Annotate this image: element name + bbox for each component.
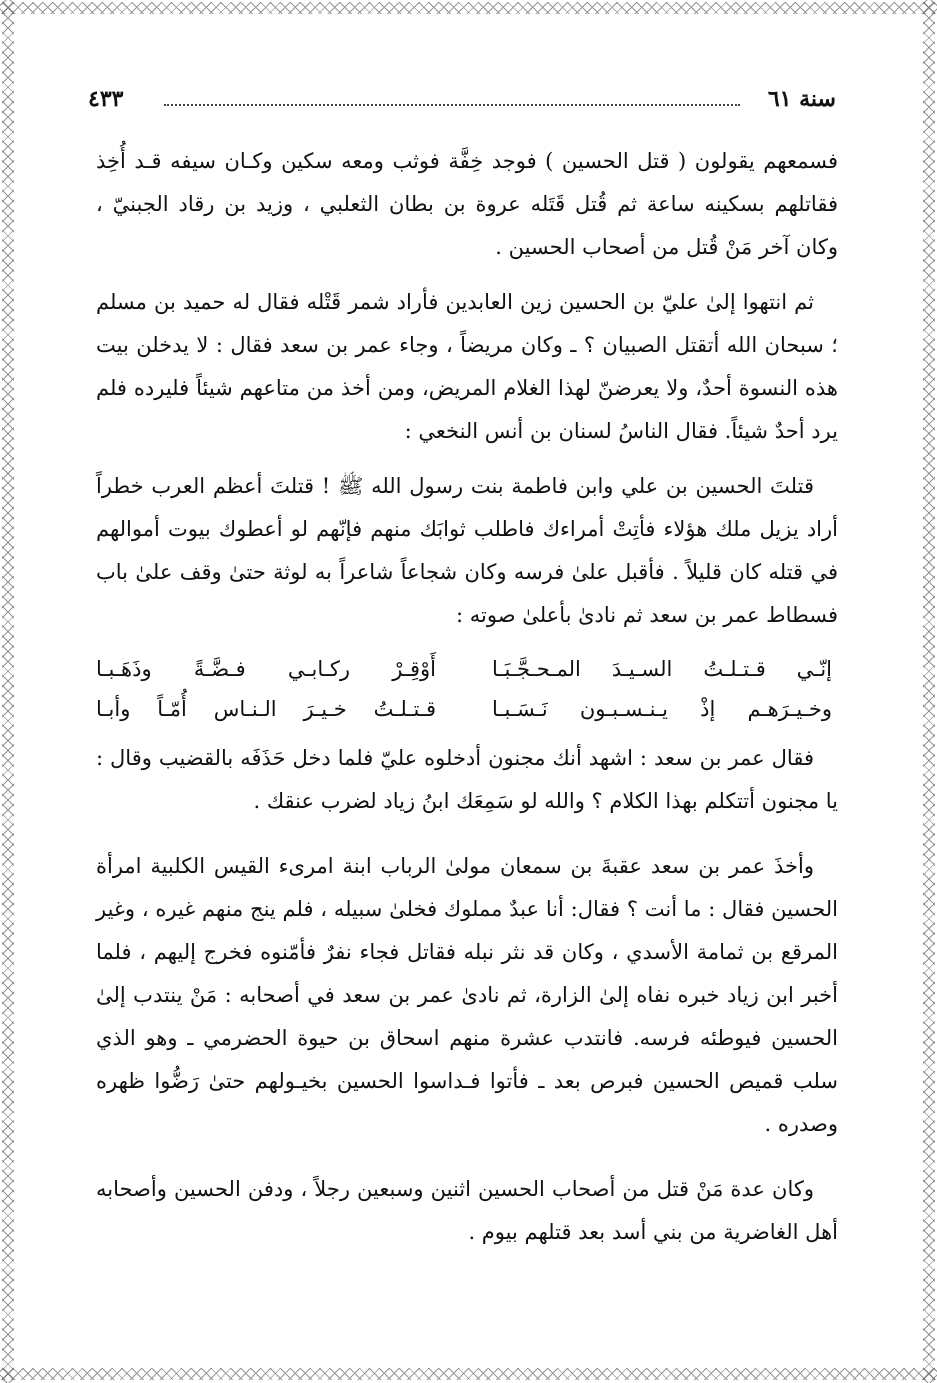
verse-line-2-first-hemistich: وخـيـرَهـم إذْ يـنـسـبـون نَـسَـبـا xyxy=(492,697,832,721)
paragraph-1: فسمعهم يقولون ( قتل الحسين ) فوجد خِفَّة فوثب ومعه سكين وكـان سيفه قـد أُخِذ فقاتلهم بسكينه ساعة ثم قُتل قَتَله عروة بن بطان الثعلبي ، وزيد بن رقاد الجبنيّ ، وكان آخر مَنْ قُتل من أصحاب الحسين . xyxy=(96,149,838,259)
page-body xyxy=(96,140,838,1266)
header-dotted-rule xyxy=(164,104,740,106)
page-header xyxy=(88,86,836,122)
paragraph-6: وكان عدة مَنْ قتل من أصحاب الحسين اثنين وسبعين رجلاً ، ودفن الحسين وأصحابه أهل الغاضرية من بني أسد بعد قتلهم بيوم . xyxy=(96,1177,838,1244)
paragraph-4: فقال عمر بن سعد : اشهد أنك مجنون أدخلوه عليّ فلما دخل حَذَفَه بالقضيب وقال : يا مجنون أتتكلم بهذا الكلام ؟ والله لو سَمِعَك ابنُ زياد لضرب عنقك . xyxy=(96,746,838,813)
verse-line-2-second-hemistich: قـتـلـتُ خـيـرَ الـنـاس أُمّـاً وأبـا xyxy=(96,697,436,721)
verse-line-1-second-hemistich: أَوْقِـرْ ركـابـي فـضَّـةً وذَهَـبـا xyxy=(96,657,436,681)
decorative-border-right xyxy=(923,0,935,1383)
poem-verse xyxy=(96,649,838,729)
verse-line-2 xyxy=(96,689,838,729)
decorative-border-bottom xyxy=(0,1368,937,1380)
verse-line-1-first-hemistich: إنّـي قـتـلـتُ السـيـدَ المـحـجَّـبَـا xyxy=(492,657,832,681)
page-number: ٤٣٣ xyxy=(88,86,124,112)
decorative-border-left xyxy=(2,0,14,1383)
verse-line-1 xyxy=(96,649,838,689)
paragraph-3: قتلتَ الحسين بن علي وابن فاطمة بنت رسول الله ﷺ ! قتلتَ أعظم العرب خطراً أراد يزيل ملك هؤلاء فأتِتْ أمراءك فاطلب ثوابَك منهم فإنّهم لو أعطوك بيوت أموالهم في قتله كان قليلاً . فأقبل علىٰ فرسه وكان شجاعاً شاعراً به لوثة حتىٰ وقف علىٰ باب فسطاط عمر بن سعد ثم نادىٰ بأعلىٰ صوته : xyxy=(96,474,838,627)
running-head: سنة ٦١ xyxy=(767,86,836,112)
paragraph-2: ثم انتهوا إلىٰ عليّ بن الحسين زين العابدين فأراد شمر قَتْله فقال له حميد بن مسلم ؛ سبحان الله أتقتل الصبيان ؟ ـ وكان مريضاً ، وجاء عمر بن سعد فقال : لا يدخلن بيت هذه النسوة أحدٌ، ولا يعرضنّ لهذا الغلام المريض، ومن أخذ من متاعهم شيئاً فليرده فلم يرد أحدٌ شيئاً. فقال الناسُ لسنان بن أنس النخعي : xyxy=(96,290,838,443)
decorative-border-top xyxy=(0,2,937,14)
paragraph-5: وأخذَ عمر بن سعد عقبةَ بن سمعان مولىٰ الرباب ابنة امرىء القيس الكلبية امرأة الحسين فقال : ما أنت ؟ فقال: أنا عبدٌ مملوك فخلىٰ سبيله ، فلم ينج منهم غيره ، وغير المرقع بن ثمامة الأسدي ، وكان قد نثر نبله فقاتل فجاء نفرٌ فأمّنوه فخرج إليهم ، فلما أخبر ابن زياد خبره نفاه إلىٰ الزارة، ثم نادىٰ عمر بن سعد في أصحابه : مَنْ ينتدب إلىٰ الحسين فيوطئه فرسه. فانتدب عشرة منهم اسحاق بن حيوة الحضرمي ـ وهو الذي سلب قميص الحسين فبرص بعد ـ فأتوا فـداسوا الحسين بخيـولهم حتىٰ رَضُّوا ظهره وصدره . xyxy=(96,854,838,1136)
